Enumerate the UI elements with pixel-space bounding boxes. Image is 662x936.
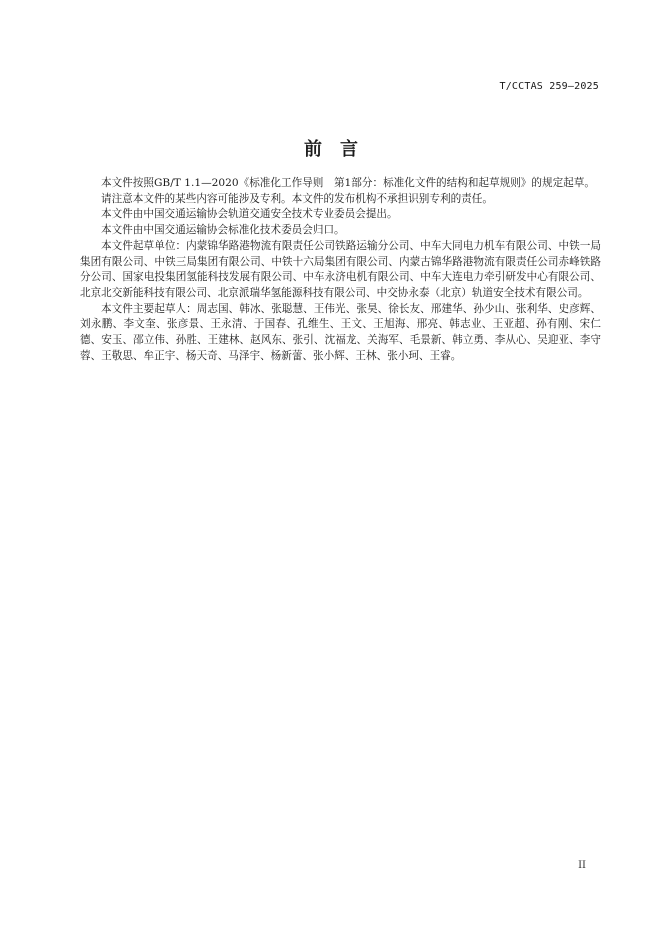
paragraph-drafting-units: 本文件起草单位：内蒙锦华路港物流有限责任公司铁路运输分公司、中车大同电力机车有限公司、中铁一局集团有限公司、中铁三局集团有限公司、中铁十六局集团有限公司、内蒙古锦华路港物流有限责任公司赤峰铁路分公司、国家电投集团氢能科技发展有限公司、中车永济电机有限公司、中车大连电力牵引研发中心有限公司、北京北交新能科技有限公司、北京派瑞华氢能源科技有限公司、中交协永泰（北京）轨道安全技术有限公司。 (80, 239, 601, 299)
paragraph-proposed-by: 本文件由中国交通运输协会轨道交通安全技术专业委员会提出。 (101, 208, 398, 221)
page-number: II (578, 860, 586, 871)
page-title: 前言 (304, 139, 376, 160)
document-code: T/CCTAS 259—2025 (499, 81, 599, 92)
foreword-body (80, 176, 601, 364)
paragraph-managed-by: 本文件由中国交通运输协会标准化技术委员会归口。 (101, 224, 345, 237)
paragraph-patent-notice: 请注意本文件的某些内容可能涉及专利。本文件的发布机构不承担识别专利的责任。 (101, 192, 493, 205)
paragraph-drafting-rules: 本文件按照GB/T 1.1—2020《标准化工作导则 第1部分：标准化文件的结构和起草规则》的规定起草。 (101, 177, 595, 189)
paragraph-main-drafters: 本文件主要起草人：周志国、韩冰、张聪慧、王伟光、张昊、徐长友、邢建华、孙少山、张利华、史彦辉、刘永鹏、李文奎、张彦景、王永清、于国春、孔维生、王文、王旭海、邢亮、韩志业、王亚超、孙有刚、宋仁德、安玉、邵立伟、孙胜、王建林、赵风东、张引、沈福龙、关海军、毛景新、韩立勇、李从心、吴迎亚、李守蓉、王敬思、牟正宇、杨天奇、马泽宇、杨新蕾、张小辉、王林、张小珂、王睿。 (80, 302, 601, 362)
